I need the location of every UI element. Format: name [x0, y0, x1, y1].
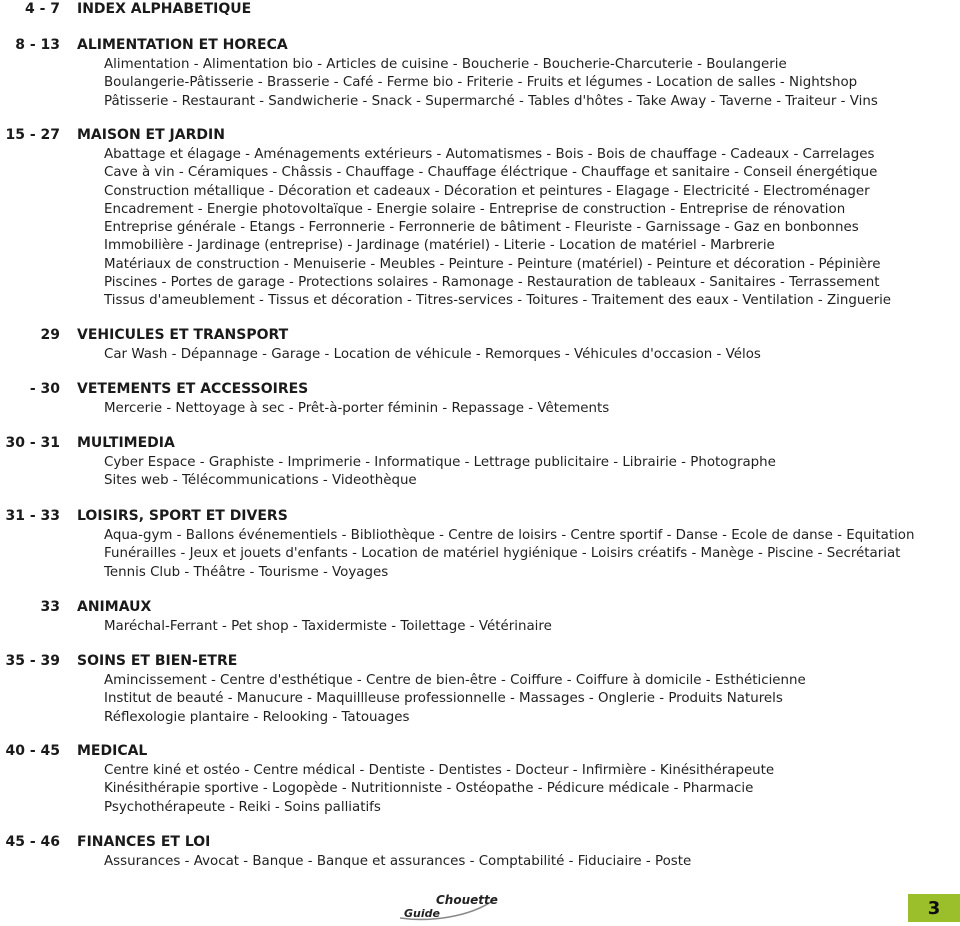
category-line: Alimentation - Alimentation bio - Articles de cuisine - Boucherie - Boucherie-Charcuterie - Boulangerie [104, 57, 787, 72]
category-line: Institut de beauté - Manucure - Maquillleuse professionnelle - Massages - Onglerie - Produits Naturels [104, 691, 783, 707]
page-range: 40 - 45 [5, 743, 60, 759]
chouette-guide-logo [398, 892, 498, 922]
category-line: Car Wash - Dépannage - Garage - Location de véhicule - Remorques - Véhicules d'occasion - Vélos [104, 347, 761, 362]
page-range: 15 - 27 [5, 127, 60, 143]
page-range: 35 - 39 [5, 653, 60, 669]
category-lines [104, 400, 609, 418]
category-line: Cyber Espace - Graphiste - Imprimerie - Informatique - Lettrage publicitaire - Librairie - Photographe [104, 455, 776, 470]
category-lines [104, 346, 761, 364]
category-lines [104, 146, 891, 311]
logo-text-guide: Guide [404, 907, 440, 920]
page-range: 45 - 46 [5, 834, 60, 850]
category-line: Immobilière - Jardinage (entreprise) - Jardinage (matériel) - Literie - Location de matériel - Marbrerie [104, 238, 775, 254]
category-lines [104, 762, 774, 817]
page-range: 8 - 13 [15, 37, 60, 53]
category-line: Pâtisserie - Restaurant - Sandwicherie - Snack - Supermarché - Tables d'hôtes - Take Away - Taverne - Traiteur - Vins [104, 93, 878, 109]
category-lines [104, 56, 878, 111]
category-lines [104, 853, 691, 871]
section-title: VEHICULES ET TRANSPORT [77, 327, 289, 343]
logo-text-chouette: Chouette [436, 893, 498, 907]
section-title: MEDICAL [77, 743, 148, 759]
category-line: Matériaux de construction - Menuiserie - Meubles - Peinture - Peinture (matériel) - Peinture et décoration - Pépinière [104, 256, 881, 272]
category-line: Boulangerie-Pâtisserie - Brasserie - Café - Ferme bio - Friterie - Fruits et légumes - Location de salles - Nightshop [104, 75, 858, 91]
section-title: ANIMAUX [77, 599, 152, 615]
category-line: Maréchal-Ferrant - Pet shop - Taxidermiste - Toilettage - Vétérinaire [104, 619, 552, 634]
category-line: Tissus d'ameublement - Tissus et décoration - Titres-services - Toitures - Traitement des eaux - Ventilation - Zinguerie [104, 293, 892, 309]
section-title: SOINS ET BIEN-ETRE [77, 653, 238, 669]
category-line: Sites web - Télécommunications - Videothèque [104, 473, 417, 489]
category-line: Psychothérapeute - Reiki - Soins palliatifs [104, 799, 381, 815]
category-lines [104, 454, 776, 491]
category-line: Encadrement - Energie photovoltaïque - Energie solaire - Entreprise de construction - Entreprise de rénovation [104, 201, 846, 217]
section-title: LOISIRS, SPORT ET DIVERS [77, 508, 288, 524]
page-range: 31 - 33 [5, 508, 60, 524]
category-line: Aqua-gym - Ballons événementiels - Bibliothèque - Centre de loisirs - Centre sportif - Danse - Ecole de danse - Equitation [104, 528, 915, 543]
page-range: 4 - 7 [24, 1, 60, 17]
category-lines [104, 527, 914, 582]
section-title: MAISON ET JARDIN [77, 127, 225, 143]
page-range: - 30 [29, 381, 60, 397]
category-line: Entreprise générale - Etangs - Ferronnerie - Ferronnerie de bâtiment - Fleuriste - Garnissage - Gaz en bonbonnes [104, 220, 859, 236]
category-line: Réflexologie plantaire - Relooking - Tatouages [104, 709, 410, 725]
category-line: Funérailles - Jeux et jouets d'enfants - Location de matériel hygiénique - Loisirs créatifs - Manège - Piscine - Secrétariat [104, 546, 901, 562]
page-number-badge [908, 894, 960, 922]
page-number: 3 [927, 897, 941, 919]
category-lines [104, 618, 552, 636]
category-line: Tennis Club - Théâtre - Tourisme - Voyages [104, 564, 389, 580]
page-range: 33 [40, 599, 60, 615]
category-line: Abattage et élagage - Aménagements extérieurs - Automatismes - Bois - Bois de chauffage - Cadeaux - Carrelages [104, 147, 875, 162]
section-title: VETEMENTS ET ACCESSOIRES [77, 381, 309, 397]
category-lines [104, 672, 806, 727]
category-line: Cave à vin - Céramiques - Châssis - Chauffage - Chauffage éléctrique - Chauffage et sanitaire - Conseil énergétique [104, 165, 878, 181]
category-line: Mercerie - Nettoyage à sec - Prêt-à-porter féminin - Repassage - Vêtements [104, 401, 610, 416]
category-line: Amincissement - Centre d'esthétique - Centre de bien-être - Coiffure - Coiffure à domicile - Esthéticienne [104, 673, 806, 688]
category-line: Assurances - Avocat - Banque - Banque et assurances - Comptabilité - Fiduciaire - Poste [104, 854, 692, 869]
page-range: 29 [40, 327, 60, 343]
section-title: FINANCES ET LOI [77, 834, 211, 850]
category-line: Construction métallique - Décoration et cadeaux - Décoration et peintures - Elagage - Electricité - Electroménager [104, 183, 870, 199]
section-title: ALIMENTATION ET HORECA [77, 37, 288, 53]
section-title: MULTIMEDIA [77, 435, 175, 451]
page-range: 30 - 31 [5, 435, 60, 451]
category-line: Centre kiné et ostéo - Centre médical - Dentiste - Dentistes - Docteur - Infirmière - Kinésithérapeute [104, 763, 775, 778]
category-line: Kinésithérapie sportive - Logopède - Nutritionniste - Ostéopathe - Pédicure médicale - Pharmacie [104, 781, 754, 797]
category-line: Piscines - Portes de garage - Protections solaires - Ramonage - Restauration de tableaux - Sanitaires - Terrassement [104, 275, 880, 291]
section-title: INDEX ALPHABETIQUE [77, 1, 252, 17]
